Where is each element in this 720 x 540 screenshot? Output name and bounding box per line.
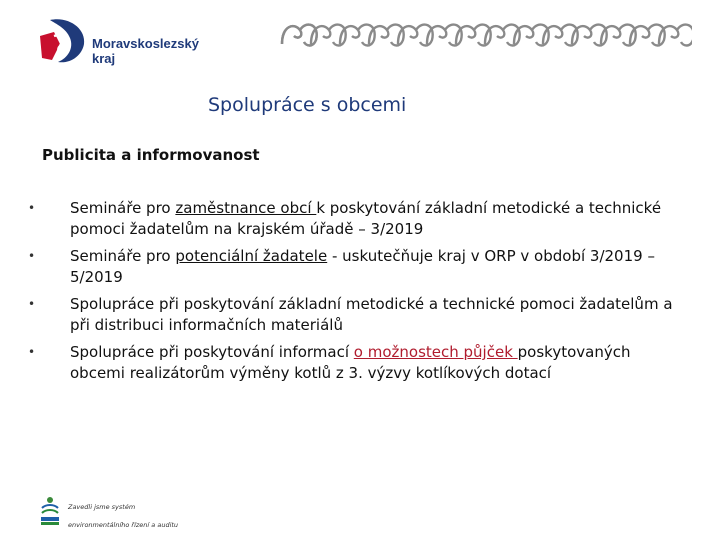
bullet-icon: • [28,249,36,263]
bullet-list [28,198,688,390]
section-heading: Publicita a informovanost [42,146,260,164]
bullet-text: poskytovaných obcemi realizátorům výměny kotlů z 3. výzvy kotlíkových dotací [70,343,631,382]
bullet-icon: • [28,297,36,311]
bullet-text: Spolupráce při poskytování informací [70,343,354,361]
bullet-text: - uskutečňuje kraj v ORP v období 3/2019 – 5/2019 [70,247,655,286]
list-item [28,198,688,240]
emas-logo-icon [38,494,62,528]
footer-emas [38,494,179,532]
bullet-text: Semináře pro [70,247,176,265]
bullet-icon: • [28,345,36,359]
bullet-text: Semináře pro [70,199,176,217]
brand-line-2: kraj [92,51,116,66]
moravskoslezsky-kraj-emblem-icon [34,14,90,70]
list-item [28,342,688,384]
bullet-underlined: zaměstnance obcí [175,199,317,217]
footer-line-2: environmentálního řízení a auditu [68,521,179,529]
decorative-wave-pattern-icon [280,16,692,52]
brand-name [92,36,199,66]
slide-title: Spolupráce s obcemi [208,94,407,116]
footer-line-1: Zavedli jsme systém [68,503,136,511]
bullet-text: Spolupráce při poskytování základní metodické a technické pomoci žadatelům a při distribuci informačních materiálů [70,295,673,334]
bullet-icon: • [28,201,36,215]
list-item [28,294,688,336]
bullet-underlined: potenciální žadatele [175,247,328,265]
loans-link[interactable]: o možnostech půjček [353,343,518,361]
header-logo [34,14,204,70]
bullet-text: k poskytování základní metodické a technické pomoci žadatelům na krajském úřadě – 3/2019 [70,199,662,238]
list-item [28,246,688,288]
brand-line-1: Moravskoslezský [92,36,199,51]
